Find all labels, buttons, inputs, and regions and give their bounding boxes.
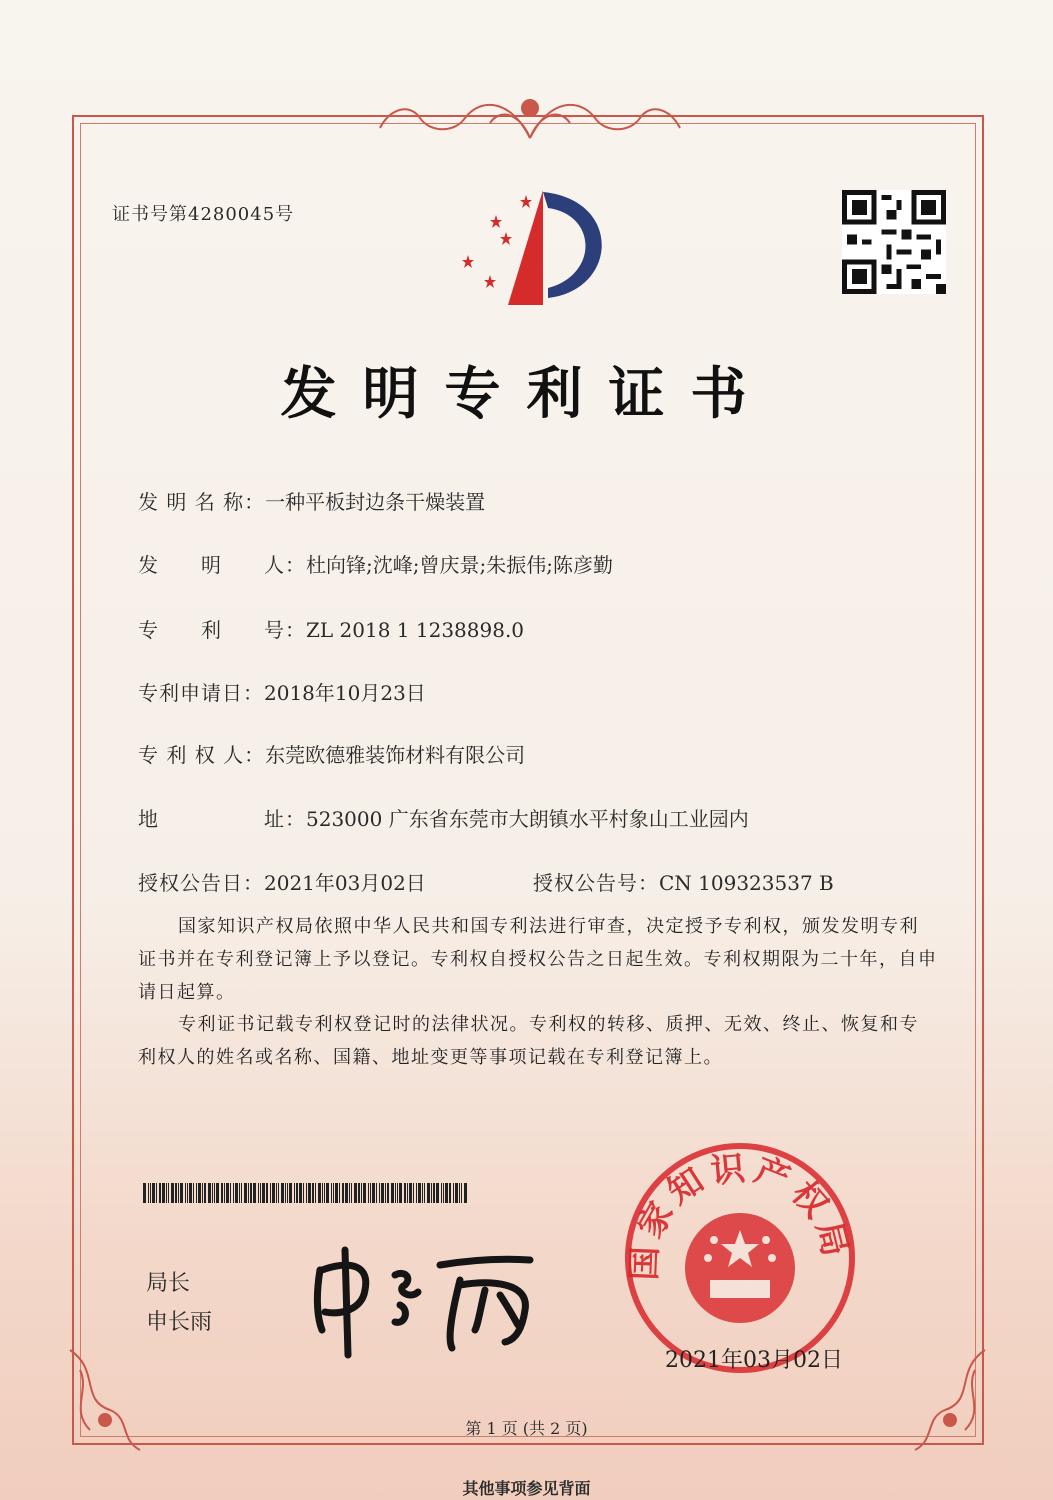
grant-date-value: 2021年03月02日: [264, 871, 426, 895]
filing-date-row: [138, 677, 426, 706]
inventors-label: 发 明 人：: [138, 553, 306, 577]
barcode-icon: [143, 1183, 468, 1203]
patent-number-label: 专 利 号：: [138, 618, 306, 642]
bottom-left-ornament: [60, 1340, 150, 1460]
filing-date-value: 2018年10月23日: [264, 681, 426, 705]
address-label: 地 址：: [138, 807, 306, 831]
invention-name-label: 发 明 名 称：: [138, 490, 266, 514]
official-seal-icon: [622, 1140, 858, 1376]
address-value: 523000 广东省东莞市大朗镇水平村象山工业园内: [306, 807, 749, 831]
director-title: 局长: [146, 1271, 191, 1296]
filing-date-label: 专利申请日：: [138, 681, 264, 705]
grant-date-label: 授权公告日：: [138, 871, 264, 895]
patentee-row: [138, 739, 525, 768]
certificate-number: 证书号第4280045号: [112, 204, 295, 225]
address-row: [138, 803, 749, 832]
director-name: 申长雨: [146, 1310, 213, 1335]
patent-number-row: [138, 614, 524, 643]
grant-number-value: CN 109323537 B: [659, 871, 834, 895]
inventors-value: 杜向锋;沈峰;曾庆景;朱振伟;陈彦勤: [306, 553, 613, 577]
seal-date: 2021年03月02日: [665, 1348, 843, 1373]
grant-number-row: [533, 867, 834, 896]
invention-name-value: 一种平板封边条干燥装置: [265, 490, 486, 514]
patentee-label: 专 利 权 人：: [138, 743, 266, 767]
inventors-row: [138, 549, 613, 578]
footer-note: 其他事项参见背面: [462, 1479, 591, 1498]
grant-number-label: 授权公告号：: [533, 871, 659, 895]
top-ornament: [370, 88, 690, 148]
patent-number-value: ZL 2018 1 1238898.0: [306, 618, 525, 642]
director-signature: [300, 1230, 560, 1360]
grant-date-row: [138, 867, 426, 896]
statement-paragraph-2: 专利证书记载专利权登记时的法律状况。专利权的转移、质押、无效、终止、恢复和专利权人的姓名或名称、国籍、地址变更等事项记载在专利登记簿上。: [138, 1014, 919, 1068]
seal-text: 国家知识产权局: [624, 1147, 857, 1282]
patentee-value: 东莞欧德雅装饰材料有限公司: [265, 743, 526, 767]
invention-name-row: [138, 486, 485, 515]
certificate-title: 发明专利证书: [280, 361, 773, 427]
cnipa-logo-icon: [448, 180, 618, 310]
qr-code-icon: [842, 190, 946, 294]
bottom-right-ornament: [905, 1340, 995, 1460]
statement-paragraph-1: 国家知识产权局依照中华人民共和国专利法进行审查，决定授予专利权，颁发发明专利证书并在专利登记簿上予以登记。专利权自授权公告之日起生效。专利权期限为二十年，自申请日起算。: [138, 916, 938, 1003]
page-number: 第 1 页 (共 2 页): [465, 1419, 588, 1438]
